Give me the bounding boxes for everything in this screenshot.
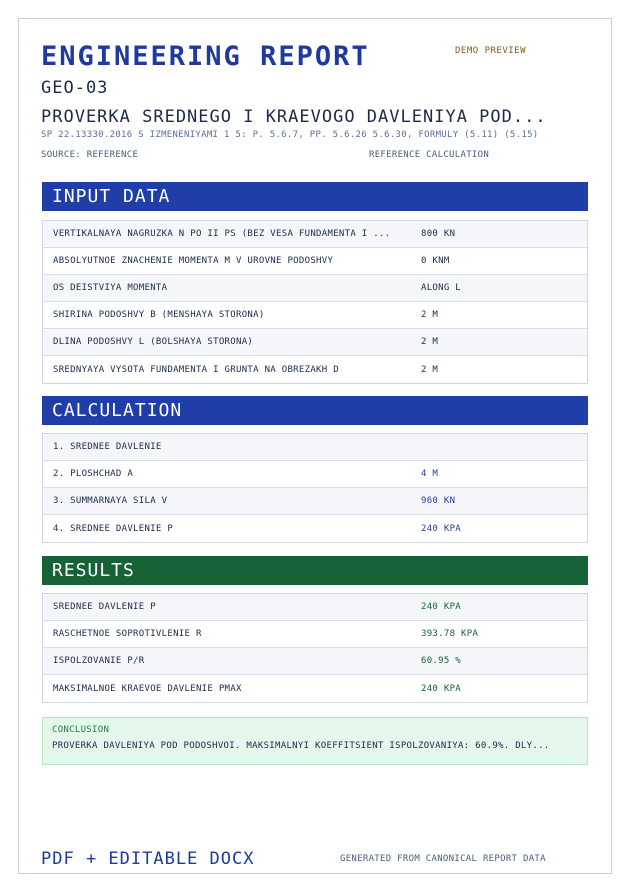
step-label: 4. SREDNEE DAVLENIE P — [53, 523, 174, 534]
table-row — [43, 329, 587, 356]
report-code: GEO-03 — [41, 78, 109, 98]
table-row — [43, 594, 587, 621]
row-value: 2 M — [421, 337, 439, 347]
row-label: ABSOLYUTNOE ZNACHENIE MOMENTA M V UROVNE PODOSHVY — [53, 256, 334, 266]
result-value: 393.78 KPA — [421, 629, 479, 639]
table-row — [43, 275, 587, 302]
table-row — [43, 302, 587, 329]
result-label: SREDNEE DAVLENIE P — [53, 602, 156, 612]
table-row — [43, 434, 587, 461]
table-row — [43, 488, 587, 515]
table-row — [43, 356, 587, 383]
export-formats-label: PDF + EDITABLE DOCX — [41, 849, 255, 869]
conclusion-box — [42, 717, 588, 765]
row-label: DLINA PODOSHVY L (BOLSHAYA STORONA) — [53, 337, 254, 347]
row-value: 800 KN — [421, 229, 456, 239]
row-label: SREDNYAYA VYSOTA FUNDAMENTA I GRUNTA NA OBREZAKH D — [53, 364, 339, 375]
calculation-table — [42, 433, 588, 543]
table-row — [43, 461, 587, 488]
results-table — [42, 593, 588, 703]
step-value: 240 KPA — [421, 523, 462, 534]
norm-reference: SP 22.13330.2016 S IZMENENIYAMI 1 5: P. 5.6.7, PP. 5.6.26 5.6.30, FORMULY (5.11) (5.15) — [41, 130, 539, 140]
row-label: OS DEISTVIYA MOMENTA — [53, 283, 168, 293]
results-section-header: RESULTS — [42, 556, 588, 585]
table-row — [43, 248, 587, 275]
row-value: ALONG L — [421, 283, 462, 293]
row-value: 2 M — [421, 310, 439, 320]
report-title: ENGINEERING REPORT — [41, 41, 370, 72]
row-label: VERTIKALNAYA NAGRUZKA N PO II PS (BEZ VESA FUNDAMENTA I ... — [53, 229, 391, 239]
calculation-section-header: CALCULATION — [42, 396, 588, 425]
report-page — [18, 18, 612, 874]
result-value: 240 KPA — [421, 683, 462, 694]
row-label: SHIRINA PODOSHVY B (MENSHAYA STORONA) — [53, 310, 265, 320]
result-label: RASCHETNOE SOPROTIVLENIE R — [53, 629, 202, 639]
row-value: 0 KNM — [421, 256, 450, 266]
input-table — [42, 220, 588, 384]
step-label: 2. PLOSHCHAD A — [53, 469, 134, 479]
report-subtitle: PROVERKA SREDNEGO I KRAEVOGO DAVLENIYA POD... — [41, 107, 547, 127]
table-row — [43, 675, 587, 702]
step-value: 4 M — [421, 469, 439, 479]
result-value: 240 KPA — [421, 602, 462, 612]
row-value: 2 M — [421, 364, 439, 375]
generated-note: GENERATED FROM CANONICAL REPORT DATA — [340, 854, 546, 864]
conclusion-title: CONCLUSION — [52, 725, 110, 735]
result-label: ISPOLZOVANIE P/R — [53, 656, 145, 666]
result-value: 60.95 % — [421, 656, 462, 666]
source-label: SOURCE: REFERENCE — [41, 150, 139, 160]
table-row — [43, 515, 587, 542]
step-value: 960 KN — [421, 496, 456, 506]
conclusion-text: PROVERKA DAVLENIYA POD PODOSHVOI. MAKSIMALNYI KOEFFITSIENT ISPOLZOVANIYA: 60.9%. DLY... — [52, 741, 550, 751]
input-section-header: INPUT DATA — [42, 182, 588, 211]
table-row — [43, 221, 587, 248]
result-label: MAKSIMALNOE KRAEVOE DAVLENIE PMAX — [53, 683, 242, 694]
table-row — [43, 648, 587, 675]
step-label: 1. SREDNEE DAVLENIE — [53, 442, 162, 452]
step-label: 3. SUMMARNAYA SILA V — [53, 496, 168, 506]
table-row — [43, 621, 587, 648]
calc-type-label: REFERENCE CALCULATION — [369, 150, 490, 160]
demo-badge: DEMO PREVIEW — [455, 46, 527, 56]
